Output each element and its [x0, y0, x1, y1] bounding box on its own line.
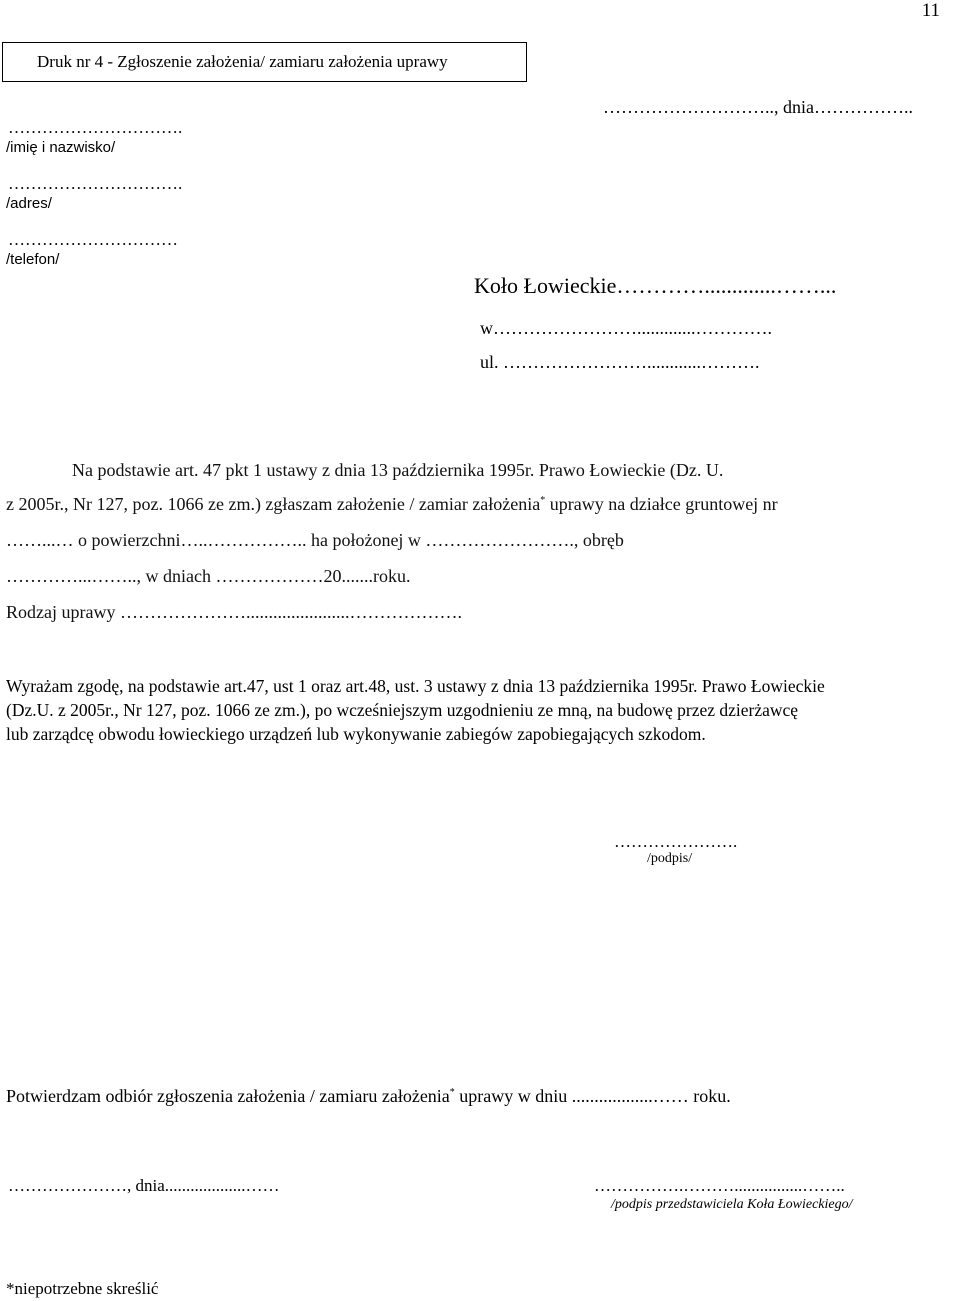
- club-street-line: ul. ……………………............……….: [480, 352, 760, 372]
- signature-label: /podpis/: [647, 851, 693, 866]
- name-label: /imię i nazwisko/: [6, 139, 116, 156]
- club-city-line: w…………………….............………….: [480, 318, 772, 338]
- phone-label: /telefon/: [6, 251, 60, 268]
- application-line-3: ……...… o powierzchni…..…………….. ha położonej w ……………………., obręb: [6, 530, 624, 550]
- footnote-marker-2: *: [449, 1087, 455, 1098]
- club-rep-signature-dots: …………….………................……..: [594, 1176, 845, 1195]
- phone-dots: …………………………: [8, 230, 178, 249]
- form-title: Druk nr 4 - Zgłoszenie założenia/ zamiaru założenia uprawy: [37, 52, 448, 71]
- application-line-4: …………...…….., w dniach ………………20.......roku.: [6, 566, 411, 586]
- address-label: /adres/: [6, 195, 52, 212]
- page-number: 11: [921, 0, 940, 21]
- application-line-1: Na podstawie art. 47 pkt 1 ustawy z dnia 13 października 1995r. Prawo Łowieckie (Dz. U.: [72, 460, 724, 480]
- hunting-club-line: Koło Łowieckie………….............……...: [474, 273, 837, 298]
- name-dots: ………………………….: [8, 118, 183, 137]
- application-line-2-end: uprawy na działce gruntowej nr: [545, 494, 778, 514]
- application-line-2-text: z 2005r., Nr 127, poz. 1066 ze zm.) zgłaszam założenie / zamiar założenia: [6, 494, 541, 514]
- confirmation-text: Potwierdzam odbiór zgłoszenia założenia / zamiaru założenia: [6, 1086, 450, 1106]
- bottom-date-line: …………………, dnia...................……: [8, 1176, 280, 1195]
- signature-dots: ………………….: [614, 832, 738, 851]
- application-line-2: [6, 494, 778, 515]
- crop-type-line: Rodzaj uprawy ………………….......................……………….: [6, 602, 462, 622]
- consent-line-3: lub zarządcę obwodu łowieckiego urządzeń lub wykonywanie zabiegów zapobiegających szkodom.: [6, 724, 706, 744]
- place-date-line: ……………………….., dnia……………..: [603, 97, 913, 117]
- confirmation-date: uprawy w dniu ..................…… roku.: [454, 1086, 731, 1106]
- footnote: *niepotrzebne skreślić: [6, 1279, 159, 1298]
- consent-line-1: Wyrażam zgodę, na podstawie art.47, ust 1 oraz art.48, ust. 3 ustawy z dnia 13 października 1995r. Prawo Łowieckie: [6, 676, 825, 696]
- receipt-confirmation: [6, 1086, 731, 1107]
- club-rep-signature-label: /podpis przedstawiciela Koła Łowieckiego/: [611, 1197, 853, 1212]
- footnote-marker: *: [540, 495, 546, 506]
- consent-line-2: (Dz.U. z 2005r., Nr 127, poz. 1066 ze zm.), po wcześniejszym uzgodnieniu ze mną, na budowę przez dzierżawcę: [6, 700, 799, 720]
- address-dots: ………………………….: [8, 174, 183, 193]
